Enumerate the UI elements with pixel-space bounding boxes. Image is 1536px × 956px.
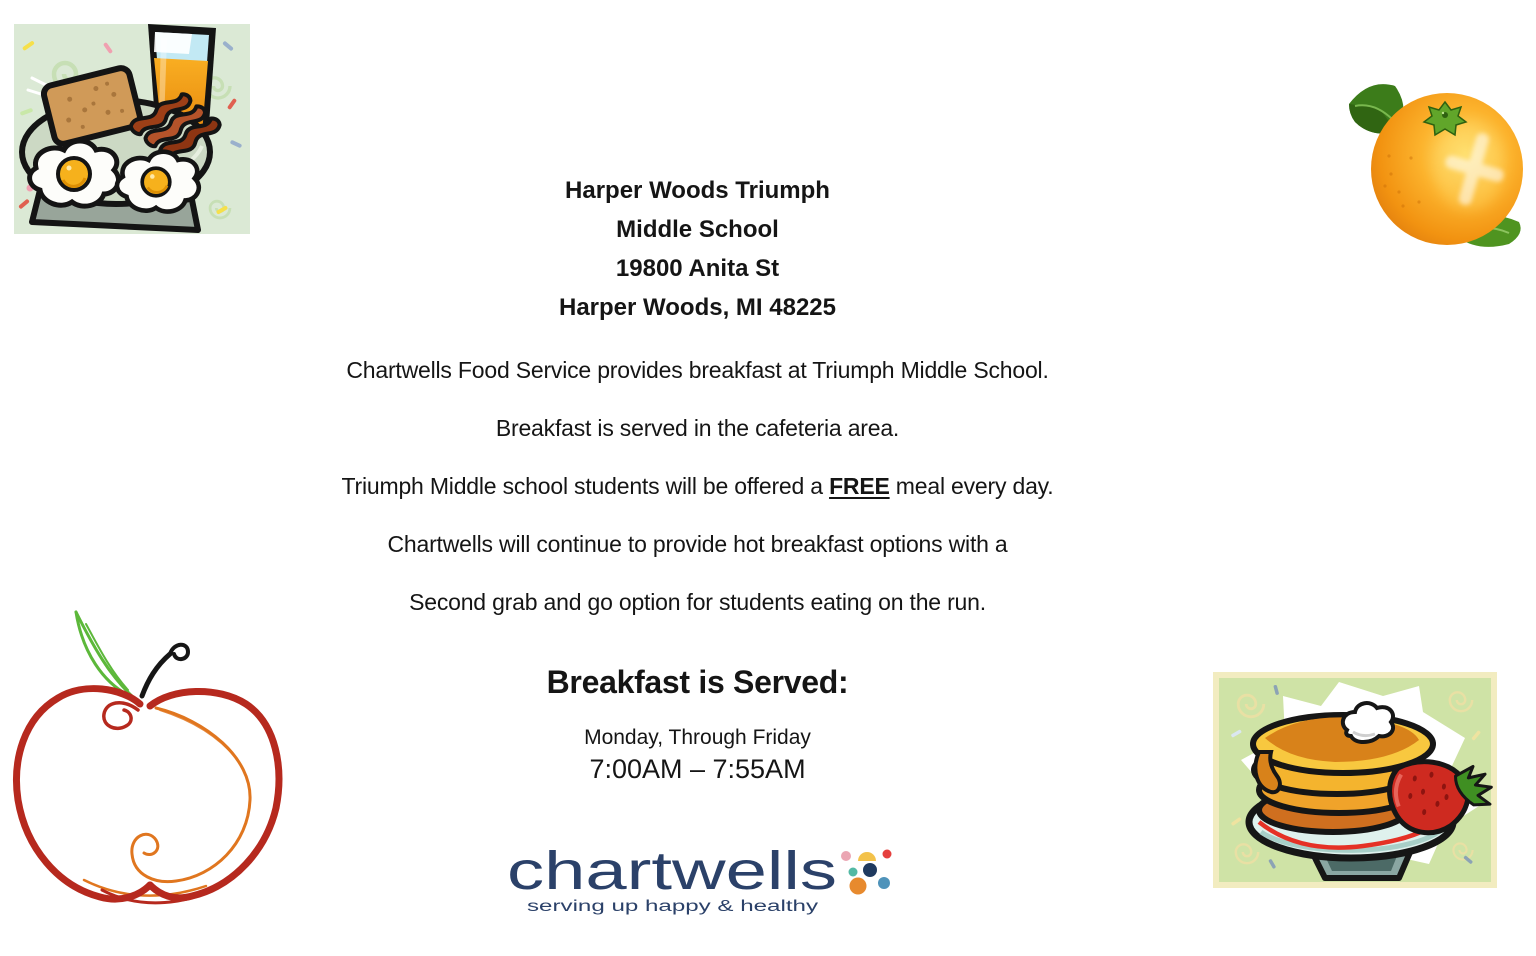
apple-swirl (84, 708, 250, 896)
announcement-paragraphs (272, 341, 1123, 631)
brand-tagline: serving up happy & healthy (527, 898, 819, 915)
apple-outline (17, 689, 279, 903)
paragraph: Chartwells Food Service provides breakfast at Triumph Middle School. (346, 357, 1049, 383)
pancakes-icon (1213, 672, 1497, 888)
school-address-block (272, 171, 1123, 327)
school-name-line: Middle School (616, 216, 779, 243)
paragraph-text: meal every day. (889, 473, 1054, 499)
apple-line-art-icon (10, 598, 290, 910)
orange-fruit-icon (1345, 74, 1531, 260)
paragraph-text: Triumph Middle school students will be offered a (341, 473, 830, 499)
breakfast-served-heading: Breakfast is Served: (546, 664, 849, 700)
breakfast-plate-icon (14, 24, 250, 234)
dot-yellow (858, 852, 876, 861)
dot-orange (850, 878, 867, 895)
schedule-time: 7:00AM – 7:55AM (589, 754, 806, 784)
paragraph: Chartwells will continue to provide hot breakfast options with a (387, 531, 1008, 557)
dot-red (883, 850, 892, 859)
dot-navy (863, 863, 877, 877)
chartwells-logo-art (492, 840, 904, 918)
dot-teal (849, 868, 858, 877)
dot-blue (878, 877, 890, 889)
street-address: 19800 Anita St (615, 255, 780, 282)
brand-wordmark: chartwells (507, 841, 837, 901)
schedule-days: Monday, Through Friday (584, 726, 811, 749)
apple-stem (142, 645, 188, 696)
free-emphasis: FREE (829, 473, 890, 499)
chartwells-logo (492, 840, 904, 918)
school-name-line: Harper Woods Triumph (565, 177, 830, 204)
paragraph (272, 457, 1123, 515)
apple-leaf (76, 612, 134, 698)
city-state-zip: Harper Woods, MI 48225 (559, 294, 836, 321)
dot-pink (841, 851, 851, 861)
paragraph: Breakfast is served in the cafeteria area. (495, 415, 900, 441)
logo-dots (841, 850, 892, 895)
paragraph: Second grab and go option for students eating on the run. (409, 589, 986, 615)
